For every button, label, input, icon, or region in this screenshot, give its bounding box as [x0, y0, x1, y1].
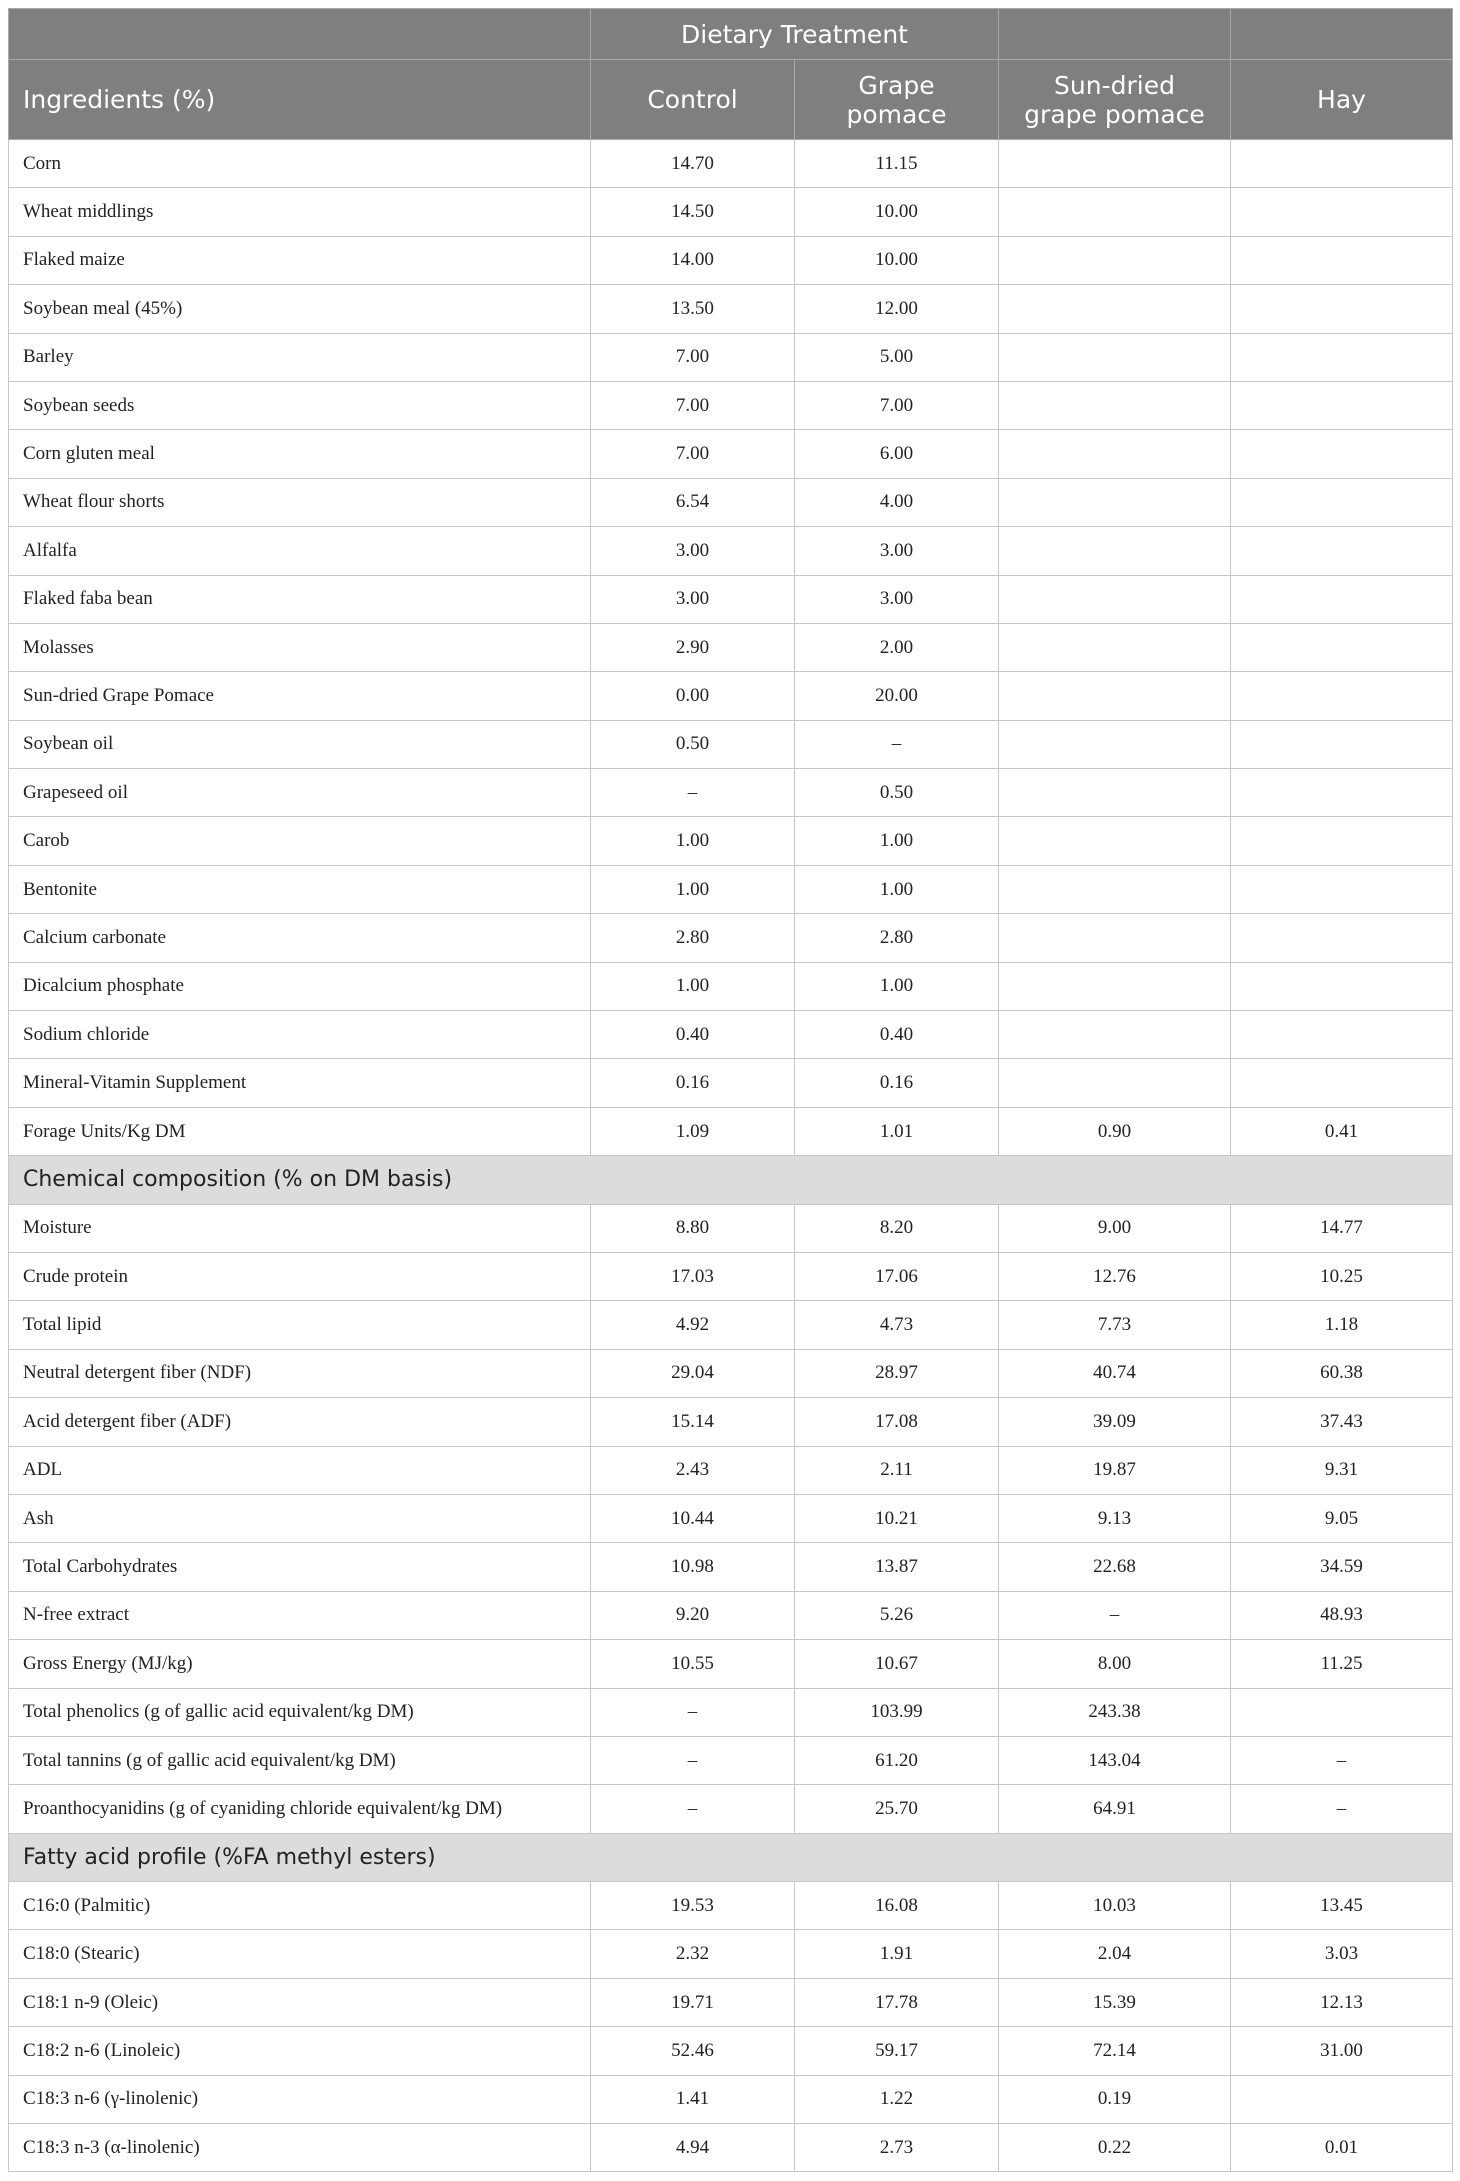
- table-cell: [999, 236, 1231, 284]
- table-cell: 1.01: [795, 1107, 999, 1155]
- row-label: Flaked faba bean: [9, 575, 591, 623]
- row-label: N-free extract: [9, 1591, 591, 1639]
- table-cell: 7.00: [591, 381, 795, 429]
- row-label: C18:3 n-6 (γ-linolenic): [9, 2075, 591, 2123]
- table-cell: 0.50: [591, 720, 795, 768]
- table-cell: 15.39: [999, 1978, 1231, 2026]
- table-cell: [1231, 769, 1453, 817]
- row-label: Corn gluten meal: [9, 430, 591, 478]
- table-cell: [999, 381, 1231, 429]
- table-cell: [1231, 1059, 1453, 1107]
- table-cell: –: [999, 1591, 1231, 1639]
- table-cell: 7.00: [795, 381, 999, 429]
- table-row: [9, 720, 1453, 768]
- table-row: [9, 769, 1453, 817]
- table-cell: 29.04: [591, 1349, 795, 1397]
- table-cell: 10.25: [1231, 1252, 1453, 1300]
- table-cell: 72.14: [999, 2027, 1231, 2075]
- row-label: Acid detergent fiber (ADF): [9, 1398, 591, 1446]
- table-cell: [1231, 430, 1453, 478]
- table-cell: 0.16: [591, 1059, 795, 1107]
- table-cell: 2.43: [591, 1446, 795, 1494]
- table-cell: 0.40: [591, 1011, 795, 1059]
- table-cell: 10.55: [591, 1640, 795, 1688]
- table-cell: 31.00: [1231, 2027, 1453, 2075]
- table-cell: 0.19: [999, 2075, 1231, 2123]
- table-cell: 17.06: [795, 1252, 999, 1300]
- table-row: [9, 1204, 1453, 1252]
- table-row: [9, 2027, 1453, 2075]
- table-cell: [999, 140, 1231, 188]
- table-cell: [999, 672, 1231, 720]
- row-label: Soybean meal (45%): [9, 285, 591, 333]
- table-row: [9, 1978, 1453, 2026]
- table-row: [9, 1446, 1453, 1494]
- table-cell: 12.13: [1231, 1978, 1453, 2026]
- table-cell: 8.00: [999, 1640, 1231, 1688]
- table-cell: 19.87: [999, 1446, 1231, 1494]
- table-row: [9, 188, 1453, 236]
- table-cell: 17.03: [591, 1252, 795, 1300]
- row-label: Bentonite: [9, 865, 591, 913]
- table-row: [9, 1543, 1453, 1591]
- table-cell: 15.14: [591, 1398, 795, 1446]
- table-cell: 2.90: [591, 623, 795, 671]
- table-cell: –: [591, 1688, 795, 1736]
- table-cell: 12.00: [795, 285, 999, 333]
- table-cell: 28.97: [795, 1349, 999, 1397]
- table-row: [9, 285, 1453, 333]
- row-label: C18:0 (Stearic): [9, 1930, 591, 1978]
- table-cell: 143.04: [999, 1736, 1231, 1784]
- table-cell: 1.18: [1231, 1301, 1453, 1349]
- table-cell: 60.38: [1231, 1349, 1453, 1397]
- table-row: [9, 1736, 1453, 1784]
- table-row: [9, 575, 1453, 623]
- table-row: [9, 2124, 1453, 2172]
- table-cell: 2.11: [795, 1446, 999, 1494]
- table-cell: 40.74: [999, 1349, 1231, 1397]
- table-cell: 10.00: [795, 188, 999, 236]
- row-label: Total lipid: [9, 1301, 591, 1349]
- table-cell: 0.50: [795, 769, 999, 817]
- row-label: Neutral detergent fiber (NDF): [9, 1349, 591, 1397]
- table-cell: 0.40: [795, 1011, 999, 1059]
- table-cell: 1.00: [591, 865, 795, 913]
- table-cell: 10.00: [795, 236, 999, 284]
- table-cell: 2.04: [999, 1930, 1231, 1978]
- table-cell: 20.00: [795, 672, 999, 720]
- table-row: [9, 817, 1453, 865]
- table-cell: [1231, 575, 1453, 623]
- table-cell: –: [591, 1785, 795, 1833]
- table-cell: 4.94: [591, 2124, 795, 2172]
- table-cell: 3.00: [795, 527, 999, 575]
- table-row: [9, 1301, 1453, 1349]
- row-label: Flaked maize: [9, 236, 591, 284]
- diet-composition-table: [8, 8, 1453, 2172]
- table-cell: [999, 962, 1231, 1010]
- table-cell: [999, 188, 1231, 236]
- table-cell: 1.09: [591, 1107, 795, 1155]
- row-label: Crude protein: [9, 1252, 591, 1300]
- table-header: [9, 9, 1453, 140]
- table-cell: 1.00: [795, 865, 999, 913]
- table-cell: 10.98: [591, 1543, 795, 1591]
- table-cell: 1.22: [795, 2075, 999, 2123]
- table-cell: [1231, 140, 1453, 188]
- row-label: C16:0 (Palmitic): [9, 1882, 591, 1930]
- table-cell: 9.31: [1231, 1446, 1453, 1494]
- table-cell: 3.00: [591, 527, 795, 575]
- table-cell: –: [1231, 1785, 1453, 1833]
- table-cell: 103.99: [795, 1688, 999, 1736]
- table-cell: 14.00: [591, 236, 795, 284]
- table-cell: 10.03: [999, 1882, 1231, 1930]
- table-cell: [1231, 236, 1453, 284]
- table-row: [9, 527, 1453, 575]
- row-label: Total Carbohydrates: [9, 1543, 591, 1591]
- table-row: [9, 140, 1453, 188]
- table-cell: 17.78: [795, 1978, 999, 2026]
- table-cell: 11.15: [795, 140, 999, 188]
- table-row: [9, 1011, 1453, 1059]
- table-cell: 2.80: [795, 914, 999, 962]
- column-header: Sun-dried grape pomace: [999, 60, 1231, 140]
- row-label: Grapeseed oil: [9, 769, 591, 817]
- row-label: Barley: [9, 333, 591, 381]
- row-label: Gross Energy (MJ/kg): [9, 1640, 591, 1688]
- table-cell: [999, 1059, 1231, 1107]
- table-cell: 14.70: [591, 140, 795, 188]
- table-cell: 6.00: [795, 430, 999, 478]
- section-title: Fatty acid profile (%FA methyl esters): [9, 1833, 1453, 1881]
- table-cell: [1231, 1011, 1453, 1059]
- row-label: C18:2 n-6 (Linoleic): [9, 2027, 591, 2075]
- table-cell: 0.22: [999, 2124, 1231, 2172]
- header-group-dietary-treatment: Dietary Treatment: [591, 9, 999, 60]
- section-title: Chemical composition (% on DM basis): [9, 1156, 1453, 1204]
- table-cell: 52.46: [591, 2027, 795, 2075]
- table-cell: 39.09: [999, 1398, 1231, 1446]
- row-label: Soybean oil: [9, 720, 591, 768]
- table-cell: –: [591, 769, 795, 817]
- table-cell: [999, 478, 1231, 526]
- table-cell: 243.38: [999, 1688, 1231, 1736]
- table-cell: [1231, 672, 1453, 720]
- table-cell: [999, 769, 1231, 817]
- table-cell: 48.93: [1231, 1591, 1453, 1639]
- table-row: [9, 1785, 1453, 1833]
- section-header-row: [9, 1833, 1453, 1881]
- table-cell: [1231, 962, 1453, 1010]
- table-body: [9, 140, 1453, 2172]
- table-row: [9, 672, 1453, 720]
- table-cell: 1.91: [795, 1930, 999, 1978]
- table-cell: [999, 575, 1231, 623]
- table-cell: [999, 333, 1231, 381]
- header-empty-cell: [999, 9, 1231, 60]
- row-label: Soybean seeds: [9, 381, 591, 429]
- row-label: Moisture: [9, 1204, 591, 1252]
- table-cell: 37.43: [1231, 1398, 1453, 1446]
- table-cell: 10.21: [795, 1494, 999, 1542]
- header-empty-cell: [1231, 9, 1453, 60]
- table-cell: 7.00: [591, 430, 795, 478]
- table-cell: 19.53: [591, 1882, 795, 1930]
- table-cell: –: [1231, 1736, 1453, 1784]
- table-cell: 3.00: [591, 575, 795, 623]
- table-cell: 34.59: [1231, 1543, 1453, 1591]
- table-cell: 14.77: [1231, 1204, 1453, 1252]
- row-label: Calcium carbonate: [9, 914, 591, 962]
- table-cell: 25.70: [795, 1785, 999, 1833]
- table-cell: [999, 430, 1231, 478]
- table-cell: [1231, 817, 1453, 865]
- table-row: [9, 1398, 1453, 1446]
- table-cell: [1231, 623, 1453, 671]
- table-cell: 0.01: [1231, 2124, 1453, 2172]
- table-cell: 4.92: [591, 1301, 795, 1349]
- table-cell: 9.20: [591, 1591, 795, 1639]
- row-label: Forage Units/Kg DM: [9, 1107, 591, 1155]
- table-cell: 1.00: [795, 962, 999, 1010]
- row-label: Sun-dried Grape Pomace: [9, 672, 591, 720]
- row-label: Proanthocyanidins (g of cyaniding chloride equivalent/kg DM): [9, 1785, 591, 1833]
- table-row: [9, 430, 1453, 478]
- table-cell: 1.41: [591, 2075, 795, 2123]
- table-cell: 17.08: [795, 1398, 999, 1446]
- table-cell: 0.00: [591, 672, 795, 720]
- table-cell: 11.25: [1231, 1640, 1453, 1688]
- table-row: [9, 1882, 1453, 1930]
- table-cell: 4.00: [795, 478, 999, 526]
- table-cell: 9.05: [1231, 1494, 1453, 1542]
- row-label: Carob: [9, 817, 591, 865]
- table-row: [9, 478, 1453, 526]
- table-row: [9, 381, 1453, 429]
- column-header: Ingredients (%): [9, 60, 591, 140]
- table-row: [9, 623, 1453, 671]
- table-cell: 13.87: [795, 1543, 999, 1591]
- table-cell: 0.16: [795, 1059, 999, 1107]
- table-cell: [1231, 914, 1453, 962]
- table-cell: 9.00: [999, 1204, 1231, 1252]
- row-label: C18:1 n-9 (Oleic): [9, 1978, 591, 2026]
- table-cell: 8.80: [591, 1204, 795, 1252]
- table-row: [9, 1494, 1453, 1542]
- table-container: [8, 8, 1452, 2172]
- table-row: [9, 914, 1453, 962]
- table-cell: 3.00: [795, 575, 999, 623]
- table-cell: 2.80: [591, 914, 795, 962]
- table-cell: [1231, 333, 1453, 381]
- table-cell: 5.26: [795, 1591, 999, 1639]
- table-row: [9, 1930, 1453, 1978]
- table-row: [9, 1252, 1453, 1300]
- row-label: Wheat middlings: [9, 188, 591, 236]
- table-row: [9, 1640, 1453, 1688]
- table-row: [9, 865, 1453, 913]
- table-cell: 0.90: [999, 1107, 1231, 1155]
- table-cell: 6.54: [591, 478, 795, 526]
- row-label: Alfalfa: [9, 527, 591, 575]
- table-cell: 0.41: [1231, 1107, 1453, 1155]
- table-cell: [999, 817, 1231, 865]
- table-row: [9, 1688, 1453, 1736]
- table-cell: 19.71: [591, 1978, 795, 2026]
- table-cell: 10.67: [795, 1640, 999, 1688]
- table-row: [9, 1349, 1453, 1397]
- table-row: [9, 333, 1453, 381]
- header-row-columns: [9, 60, 1453, 140]
- table-cell: 10.44: [591, 1494, 795, 1542]
- table-cell: [999, 720, 1231, 768]
- column-header: Control: [591, 60, 795, 140]
- row-label: ADL: [9, 1446, 591, 1494]
- table-cell: 3.03: [1231, 1930, 1453, 1978]
- table-cell: 8.20: [795, 1204, 999, 1252]
- table-cell: 5.00: [795, 333, 999, 381]
- table-cell: [1231, 478, 1453, 526]
- table-cell: [1231, 285, 1453, 333]
- section-header-row: [9, 1156, 1453, 1204]
- table-cell: [1231, 527, 1453, 575]
- table-cell: 4.73: [795, 1301, 999, 1349]
- table-cell: 2.32: [591, 1930, 795, 1978]
- table-cell: [1231, 188, 1453, 236]
- row-label: Mineral-Vitamin Supplement: [9, 1059, 591, 1107]
- table-cell: 61.20: [795, 1736, 999, 1784]
- row-label: Total phenolics (g of gallic acid equivalent/kg DM): [9, 1688, 591, 1736]
- table-cell: 7.00: [591, 333, 795, 381]
- table-row: [9, 1059, 1453, 1107]
- row-label: Dicalcium phosphate: [9, 962, 591, 1010]
- table-cell: 14.50: [591, 188, 795, 236]
- table-row: [9, 1107, 1453, 1155]
- table-cell: 7.73: [999, 1301, 1231, 1349]
- table-cell: [999, 1011, 1231, 1059]
- table-row: [9, 236, 1453, 284]
- column-header: Grape pomace: [795, 60, 999, 140]
- table-row: [9, 2075, 1453, 2123]
- table-cell: [1231, 1688, 1453, 1736]
- table-cell: 1.00: [795, 817, 999, 865]
- table-cell: 9.13: [999, 1494, 1231, 1542]
- table-row: [9, 1591, 1453, 1639]
- table-cell: [999, 623, 1231, 671]
- table-cell: 22.68: [999, 1543, 1231, 1591]
- table-cell: 59.17: [795, 2027, 999, 2075]
- table-cell: 13.45: [1231, 1882, 1453, 1930]
- header-empty-cell: [9, 9, 591, 60]
- table-cell: –: [795, 720, 999, 768]
- table-cell: 1.00: [591, 962, 795, 1010]
- table-cell: 2.73: [795, 2124, 999, 2172]
- table-cell: 12.76: [999, 1252, 1231, 1300]
- table-cell: [999, 914, 1231, 962]
- row-label: C18:3 n-3 (α-linolenic): [9, 2124, 591, 2172]
- row-label: Total tannins (g of gallic acid equivalent/kg DM): [9, 1736, 591, 1784]
- table-cell: [999, 865, 1231, 913]
- table-cell: [1231, 381, 1453, 429]
- table-cell: 16.08: [795, 1882, 999, 1930]
- table-cell: 2.00: [795, 623, 999, 671]
- table-cell: [999, 285, 1231, 333]
- row-label: Ash: [9, 1494, 591, 1542]
- header-row-group: [9, 9, 1453, 60]
- table-cell: [1231, 2075, 1453, 2123]
- row-label: Wheat flour shorts: [9, 478, 591, 526]
- row-label: Sodium chloride: [9, 1011, 591, 1059]
- column-header: Hay: [1231, 60, 1453, 140]
- table-cell: [999, 527, 1231, 575]
- table-cell: 13.50: [591, 285, 795, 333]
- table-cell: [1231, 865, 1453, 913]
- table-row: [9, 962, 1453, 1010]
- row-label: Molasses: [9, 623, 591, 671]
- row-label: Corn: [9, 140, 591, 188]
- table-cell: [1231, 720, 1453, 768]
- table-cell: 64.91: [999, 1785, 1231, 1833]
- table-cell: –: [591, 1736, 795, 1784]
- table-cell: 1.00: [591, 817, 795, 865]
